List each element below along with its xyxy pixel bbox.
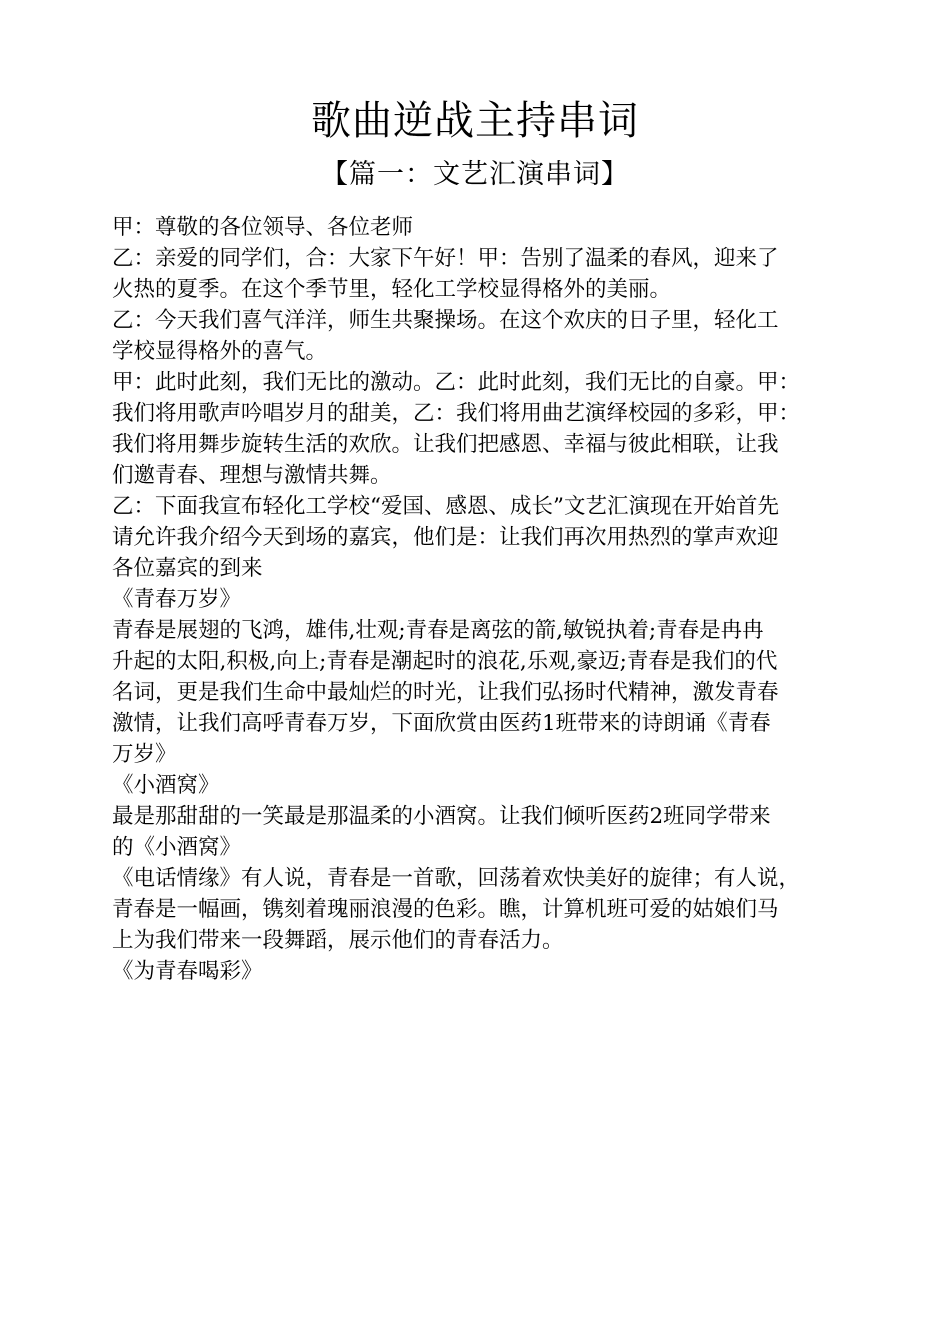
text-line: 学校显得格外的喜气。: [112, 339, 328, 364]
text-line: 《为青春喝彩》: [112, 959, 263, 984]
text-line: 甲：此时此刻，我们无比的激动。乙：此时此刻，我们无比的自豪。甲：: [112, 370, 801, 395]
text-line: 名词，更是我们生命中最灿烂的时光，让我们弘扬时代精神，激发青春: [112, 680, 779, 705]
document-body: [112, 212, 840, 987]
text-line: 上为我们带来一段舞蹈，展示他们的青春活力。: [112, 928, 564, 953]
text-line: 乙：下面我宣布轻化工学校“爱国、感恩、成长”文艺汇演现在开始首先: [112, 494, 779, 519]
text-line: 们邀青春、理想与激情共舞。: [112, 463, 392, 488]
text-line: 乙：今天我们喜气洋洋，师生共聚操场。在这个欢庆的日子里，轻化工: [112, 308, 779, 333]
text-line: 《小酒窝》: [112, 773, 220, 798]
text-line: 甲：尊敬的各位领导、各位老师: [112, 215, 414, 240]
text-line: 最是那甜甜的一笑最是那温柔的小酒窝。让我们倾听医药2班同学带来: [112, 804, 771, 829]
text-line: 的《小酒窝》: [112, 835, 242, 860]
text-line: 《青春万岁》: [112, 587, 242, 612]
text-line: 《电话情缘》有人说，青春是一首歌，回荡着欢快美好的旋律；有人说，: [112, 866, 801, 891]
text-line: 青春是一幅画，镌刻着瑰丽浪漫的色彩。瞧，计算机班可爱的姑娘们马: [112, 897, 779, 922]
text-line: 青春是展翅的飞鸿，雄伟,壮观;青春是离弦的箭,敏锐执着;青春是冉冉: [112, 618, 764, 643]
text-line: 激情，让我们高呼青春万岁，下面欣赏由医药1班带来的诗朗诵《青春: [112, 711, 771, 736]
document-subtitle: 【篇一：文艺汇演串词】: [321, 159, 629, 190]
text-line: 乙：亲爱的同学们，合：大家下午好！甲：告别了温柔的春风，迎来了: [112, 246, 779, 271]
document-title: 歌曲逆战主持串词: [311, 98, 639, 144]
text-line: 各位嘉宾的到来: [112, 556, 263, 581]
text-line: 万岁》: [112, 742, 177, 767]
text-line: 我们将用舞步旋转生活的欢欣。让我们把感恩、幸福与彼此相联，让我: [112, 432, 779, 457]
text-line: 升起的太阳,积极,向上;青春是潮起时的浪花,乐观,豪迈;青春是我们的代: [112, 649, 778, 674]
text-line: 请允许我介绍今天到场的嘉宾，他们是：让我们再次用热烈的掌声欢迎: [112, 525, 779, 550]
text-line: 我们将用歌声吟唱岁月的甜美，乙：我们将用曲艺演绎校园的多彩，甲：: [112, 401, 801, 426]
text-line: 火热的夏季。在这个季节里，轻化工学校显得格外的美丽。: [112, 277, 672, 302]
